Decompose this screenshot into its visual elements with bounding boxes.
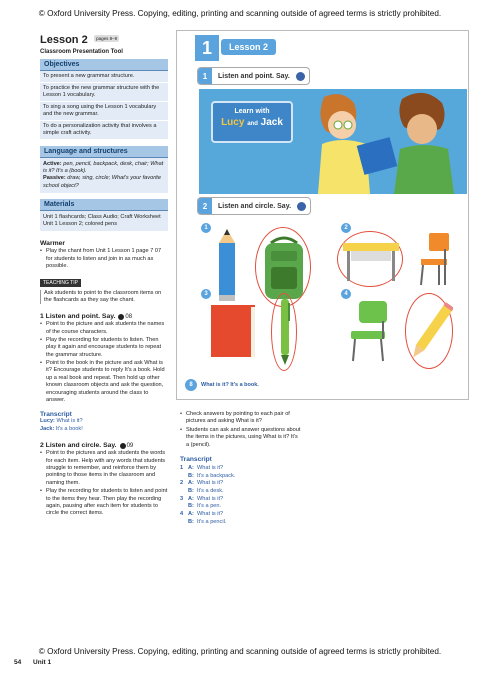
desk-picture	[341, 235, 401, 285]
exercise-number: 2	[198, 198, 212, 214]
page-footer	[14, 659, 61, 666]
copyright-notice-bottom: © Oxford University Press. Copying, editing, printing and scanning outside of agreed terms is strictly prohibited.	[38, 647, 442, 656]
lesson-notes-column	[40, 30, 168, 518]
objective-item: To sing a song using the Lesson 1 vocabulary and the new grammar.	[40, 102, 168, 121]
transcript	[180, 465, 302, 527]
lesson-header	[40, 30, 168, 48]
objective-item: To practice the new grammar structure with the Lesson 1 vocabulary.	[40, 83, 168, 102]
transcript-line	[40, 426, 168, 434]
copyright-notice-top: © Oxford University Press. Copying, editing, printing and scanning outside of agreed terms is strictly prohibited.	[38, 9, 442, 18]
activity-2-list-continued	[180, 411, 302, 449]
exercise-2-instruction	[197, 197, 311, 215]
language-heading: Language and structures	[40, 146, 168, 158]
boy-shirt	[394, 145, 454, 194]
lesson-title: Lesson 2	[40, 34, 88, 46]
objective-item: To do a personalization activity that involves a simple craft activity.	[40, 121, 168, 140]
passive-text: draw, sing, circle; What's your favorite school object?	[43, 175, 161, 189]
speech-prompt	[185, 379, 259, 391]
page-number-badge: 8	[185, 379, 197, 391]
transcript-line: B: It's a pen.	[188, 503, 222, 510]
language-box	[40, 146, 168, 193]
activity-2-heading	[40, 442, 168, 449]
activity-2-title: 2 Listen and circle. Say.	[40, 442, 117, 450]
transcript-heading: Transcript	[180, 455, 212, 463]
transcript-heading: Transcript	[40, 411, 72, 419]
transcript-line: 4 A: What is it?	[180, 511, 224, 518]
unit-label: Unit 1	[33, 659, 52, 666]
pages-badge: pages 8–9	[96, 36, 118, 42]
active-text: pen, pencil, backpack, desk, chair; What is it? It's a (book).	[43, 160, 164, 175]
track-number: 09	[126, 442, 134, 449]
activity-1-heading	[40, 313, 168, 320]
cd-icon	[118, 314, 124, 320]
track-number: 08	[125, 313, 133, 320]
list-item: • Students can ask and answer questions about the items in the pictures, using What is it? It's a (pencil).	[180, 427, 302, 449]
passive-label: Passive:	[43, 175, 66, 182]
transcript-line: 3 A: What is it?	[180, 495, 224, 502]
and-text: and	[247, 121, 258, 127]
item-number: 3	[201, 289, 211, 299]
list-item: • Play the recording for students to listen and point to the items they hear. Then play the recording again, pausing after each item for students to circle the correct items.	[40, 488, 168, 518]
pencil-picture	[207, 229, 247, 304]
item-number: 2	[341, 223, 351, 233]
list-item: • Check answers by pointing to each pair of pictures and asking What is it?	[180, 411, 302, 426]
speaker: Lucy:	[40, 418, 55, 425]
transcript-line	[40, 418, 168, 426]
line: What is it?	[56, 418, 83, 425]
objectives-heading: Objectives	[40, 59, 168, 71]
jack-name: Jack	[260, 117, 283, 128]
activity-1-title: 1 Listen and point. Say.	[40, 313, 116, 321]
active-label: Active:	[43, 160, 62, 167]
materials-heading: Materials	[40, 199, 168, 211]
page-number: 54	[14, 659, 22, 666]
lucy-name: Lucy	[221, 117, 245, 128]
transcript-line: B: It's a pencil.	[188, 518, 227, 525]
lesson-subtitle: Classroom Presentation Tool	[40, 49, 123, 55]
cd-icon	[296, 72, 305, 81]
exercise-1-instruction	[197, 67, 310, 85]
warmer-list	[40, 248, 168, 270]
warmer-heading: Warmer	[40, 240, 66, 248]
cd-icon	[120, 443, 126, 449]
list-item: • Point to the book in the picture and ask What is it? Encourage students to reply It's a book. Hold up a real book and repeat. Then hold up other known classroom objects and ask the question, encouraging students around the class to answer.	[40, 360, 168, 404]
learn-with-banner	[211, 101, 293, 143]
yellow-pencil-picture	[409, 297, 453, 367]
activity-2-continued	[180, 410, 302, 527]
activity-2-list	[40, 450, 168, 517]
green-chair-picture	[345, 299, 395, 363]
line: It's a book!	[55, 425, 83, 432]
character-names	[213, 117, 291, 128]
characters-illustration	[304, 89, 464, 194]
teaching-tip-text: Ask students to point to the classroom items on the flashcards as they say the chant.	[40, 290, 168, 305]
lesson-number-block: 1	[195, 35, 219, 61]
item-number: 1	[201, 223, 211, 233]
materials-box	[40, 199, 168, 232]
chair-picture	[415, 231, 455, 287]
pen-picture	[275, 297, 295, 367]
exercise-number: 1	[198, 68, 212, 84]
objective-item: To present a new grammar structure.	[40, 71, 168, 83]
transcript-line: 1 A: What is it?	[180, 464, 224, 471]
list-item: • Point to the picture and ask students the names of the course characters.	[40, 321, 168, 336]
transcript-line: 2 A: What is it?	[180, 480, 224, 487]
hero-illustration	[199, 89, 467, 194]
boy-face	[407, 114, 437, 144]
transcript-line: B: It's a backpack.	[188, 472, 236, 479]
objectives-box	[40, 59, 168, 140]
language-body	[40, 158, 168, 193]
list-item: • Point to the pictures and ask students the words for each item. Help with any words that students struggle to remember, and reinforce them by pointing to those items in the classroom and naming them.	[40, 450, 168, 487]
student-book-page	[176, 30, 469, 400]
materials-text: Unit 1 flashcards; Class Audio; Craft Worksheet Unit 1 Lesson 2; colored pens	[40, 211, 168, 232]
learn-with-text: Learn with	[234, 108, 270, 115]
list-item: • Play the chant from Unit 1 Lesson 1 page 7 07 for students to listen and join in as much as possible.	[40, 248, 168, 270]
exercise-text: Listen and point. Say.	[218, 72, 290, 80]
list-item: • Play the recording for students to listen. Then play it again and encourage students to repeat the grammar structure.	[40, 337, 168, 359]
activity-1-list	[40, 321, 168, 404]
teaching-tip-label: TEACHING TIP	[40, 279, 81, 287]
book-picture	[207, 301, 259, 361]
speaker: Jack:	[40, 425, 55, 432]
speech-prompt-text: What is it? It's a book.	[201, 382, 259, 388]
transcript-line: B: It's a desk.	[188, 488, 224, 495]
audio-track	[120, 443, 134, 449]
cd-icon	[297, 202, 306, 211]
audio-track	[118, 314, 132, 320]
lesson-label: Lesson 2	[221, 39, 276, 55]
item-number: 4	[341, 289, 351, 299]
exercise-text: Listen and circle. Say.	[218, 202, 292, 210]
